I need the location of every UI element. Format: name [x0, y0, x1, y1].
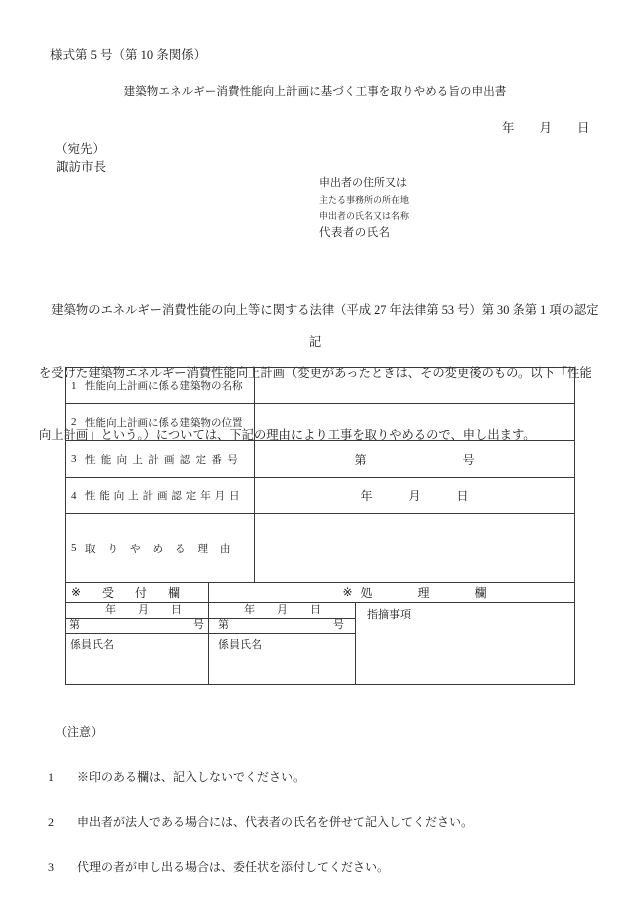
note-text: 申出者が法人である場合には、代表者の氏名を併せて記入してください。: [77, 815, 474, 829]
processing-header-char: 欄: [474, 586, 487, 600]
row-number: 3: [71, 453, 77, 465]
row-number: 2: [71, 416, 77, 428]
row-label-building-name: 性能向上計画に係る建築物の名称: [85, 381, 243, 392]
body-line-3: 向上計画」という。）については、下記の理由により工事を取りやめるので、申し出ます。: [39, 427, 536, 442]
application-table: [65, 367, 575, 685]
notes-heading: （注意）: [55, 725, 104, 739]
submission-date-blank[interactable]: 年 月 日: [502, 121, 590, 135]
row-label-certification-number: 性能向上計画認定番号: [85, 454, 243, 466]
table-row-cancellation-reason: [66, 514, 574, 583]
body-line-2: を受けた建築物エネルギー消費性能向上計画（変更があったときは、その変更後のもの。以下「性能: [39, 365, 592, 380]
processing-staff-name: 係員氏名: [218, 639, 262, 651]
reception-header-char: 欄: [167, 586, 180, 600]
processing-header-char: 処: [360, 586, 373, 600]
table-row-certification-number: [66, 441, 574, 478]
office-use-body: [66, 603, 574, 684]
reception-column-header: [66, 583, 209, 602]
addressee-name: 諏訪市長: [56, 160, 107, 174]
document-title: 建築物エネルギー消費性能向上計画に基づく工事を取りやめる旨の申出書: [123, 86, 507, 98]
table-row-certification-date: [66, 478, 574, 514]
representative-name-label: 代表者の氏名: [319, 227, 391, 239]
value-certification-date[interactable]: 年 月 日: [360, 489, 469, 503]
row-number: 1: [71, 379, 77, 392]
body-line-1: 建築物のエネルギー消費性能の向上等に関する法律（平成 27 年法律第 53 号）第 30 条第 1 項の認定: [39, 303, 599, 318]
note-number: 3: [48, 860, 54, 874]
applicant-address-label: 申出者の住所又は: [319, 177, 407, 189]
notes-section: [48, 695, 473, 903]
reception-number-blank: [66, 619, 208, 634]
table-row-building-location: [66, 404, 574, 441]
note-number: 1: [48, 770, 54, 784]
reception-header-char: 受: [102, 586, 115, 600]
note-item-1: [48, 770, 473, 785]
number-prefix: 第: [69, 619, 80, 631]
value-building-name[interactable]: [255, 368, 574, 403]
office-use-header-row: [66, 583, 574, 603]
reception-date-blank: 年 月 日: [66, 603, 208, 619]
applicant-name-label: 申出者の氏名又は名称: [319, 211, 410, 221]
applicant-office-location-label: 主たる事務所の所在地: [319, 195, 410, 205]
processing-date-blank: 年 月 日: [209, 603, 355, 619]
note-item-2: [48, 815, 473, 830]
record-marker: 記: [308, 335, 322, 349]
form-number: 様式第 5 号（第 10 条関係）: [50, 48, 207, 62]
row-label-building-location: 性能向上計画に係る建築物の位置: [85, 417, 243, 429]
number-suffix: 号: [333, 619, 344, 631]
row-label-cancellation-reason: 取りやめる理由: [85, 543, 243, 555]
processing-header-char: 理: [417, 586, 430, 600]
processing-number-blank: [209, 619, 355, 634]
note-text: 代理の者が申し出る場合は、委任状を添付してください。: [77, 860, 390, 874]
processing-column: [209, 603, 356, 684]
reception-header-char: ※: [71, 585, 82, 599]
number-prefix: 第: [218, 619, 229, 631]
number-suffix: 号: [193, 619, 204, 631]
value-cancellation-reason[interactable]: [255, 514, 574, 582]
findings-cell: 指摘事項: [367, 609, 411, 621]
processing-column-header: [209, 583, 574, 602]
note-item-3: [48, 860, 473, 875]
value-building-location[interactable]: [255, 404, 574, 440]
processing-header-char: ※: [342, 585, 353, 599]
note-text: ※印のある欄は、記入しないでください。: [77, 770, 306, 784]
addressee-label: （宛先）: [55, 142, 106, 156]
row-number: 4: [71, 489, 77, 502]
row-label-certification-date: 性能向上計画認定年月日: [85, 491, 244, 502]
reception-column: [66, 603, 209, 684]
row-number: 5: [71, 542, 77, 554]
value-certification-number[interactable]: 第 号: [354, 452, 475, 467]
note-number: 2: [48, 815, 54, 829]
reception-staff-name: 係員氏名: [70, 639, 114, 651]
reception-header-char: 付: [134, 586, 147, 600]
table-row-building-name: [66, 368, 574, 404]
